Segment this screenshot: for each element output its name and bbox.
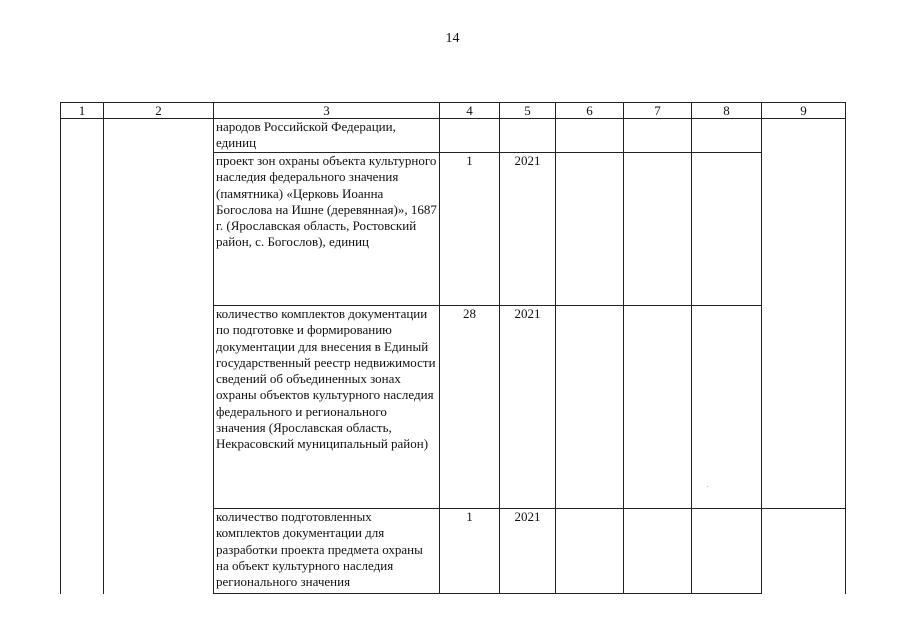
col7-cell [624, 153, 692, 306]
table-row [61, 119, 846, 153]
col6-cell [556, 306, 624, 509]
indicator-cell: народов Российской Федерации, единиц [214, 119, 440, 153]
col8-cell [692, 306, 762, 509]
year-cell: 2021 [500, 509, 556, 594]
value-cell: 1 [440, 153, 500, 306]
value-cell [440, 119, 500, 153]
col7-cell [624, 509, 692, 594]
page-number: 14 [445, 31, 460, 46]
value-cell: 28 [440, 306, 500, 509]
col8-cell [692, 509, 762, 594]
merged-cell-col9 [762, 119, 846, 509]
value-cell: 1 [440, 509, 500, 594]
scan-speck [707, 486, 708, 487]
col8-cell [692, 119, 762, 153]
year-cell: 2021 [500, 306, 556, 509]
year-cell [500, 119, 556, 153]
merged-cell-col2 [104, 119, 214, 594]
column-header-2: 2 [104, 103, 214, 119]
column-header-4: 4 [440, 103, 500, 119]
column-header-9: 9 [762, 103, 846, 119]
column-header-6: 6 [556, 103, 624, 119]
indicator-cell: проект зон охраны объекта культурного наследия федерального значения (памятника) «Церковь Иоанна Богослова на Ишне (деревянная)», 1687 г. (Ярославская область, Ростовский район, с. Богослов), единиц [214, 153, 440, 306]
indicator-cell: количество комплектов документации по подготовке и формированию документации для внесения в Единый государственный реестр недвижимости сведений об объединенных зонах охраны объектов культурного наследия федерального и регионального значения (Ярославская область, Некрасовский муниципальный район) [214, 306, 440, 509]
column-header-8: 8 [692, 103, 762, 119]
column-header-3: 3 [214, 103, 440, 119]
col8-cell [692, 153, 762, 306]
column-header-5: 5 [500, 103, 556, 119]
col6-cell [556, 509, 624, 594]
column-header-1: 1 [61, 103, 104, 119]
table-header-row [61, 103, 846, 119]
col9-cell [762, 509, 846, 594]
indicator-cell: количество подготовленных комплектов документации для разработки проекта предмета охраны на объект культурного наследия регионального значения [214, 509, 440, 594]
year-cell: 2021 [500, 153, 556, 306]
merged-cell-col1 [61, 119, 104, 594]
col7-cell [624, 119, 692, 153]
col6-cell [556, 153, 624, 306]
indicators-table [60, 102, 846, 594]
col7-cell [624, 306, 692, 509]
column-header-7: 7 [624, 103, 692, 119]
col6-cell [556, 119, 624, 153]
